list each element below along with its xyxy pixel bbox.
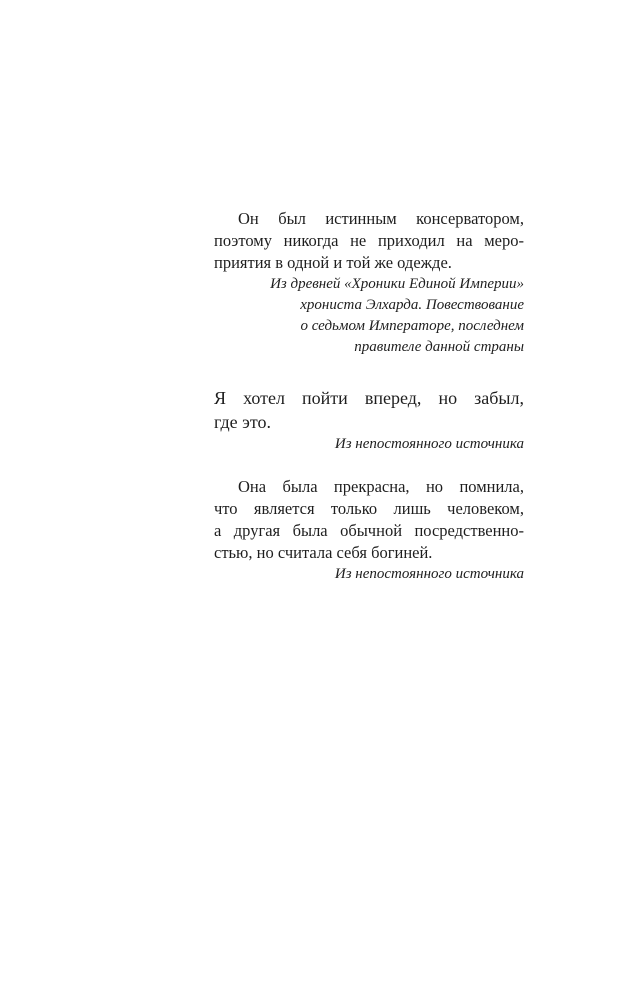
epigraph-3-line-1: Она была прекрасна, но помнила,: [238, 477, 524, 496]
epigraph-1-text: [214, 208, 524, 274]
epigraph-1-line-1: Он был истинным консерватором,: [238, 209, 524, 228]
epigraph-2-line-2: где это.: [214, 412, 271, 432]
epigraph-2-text: [214, 386, 524, 434]
epigraph-1-source-line-3: о седьмом Императоре, последнем: [300, 318, 524, 334]
epigraph-1-source-line-1: Из древней «Хроники Единой Империи»: [270, 276, 524, 292]
epigraph-3-source: [214, 564, 524, 585]
epigraph-3-line-4: стью, но считала себя богиней.: [214, 543, 433, 562]
epigraph-1-source-line-4: правителе данной страны: [354, 339, 524, 355]
epigraph-3: [214, 476, 524, 585]
epigraph-3-source-line-1: Из непостоянного источника: [334, 566, 524, 582]
epigraph-3-line-2: что является только лишь человеком,: [214, 499, 524, 518]
epigraph-2-source: [214, 434, 524, 455]
epigraph-1-line-3: приятия в одной и той же одежде.: [214, 253, 452, 272]
epigraph-1-source: [214, 274, 524, 358]
epigraph-1-source-line-2: хрониста Элхарда. Повествование: [300, 297, 524, 313]
epigraph-2-line-1: Я хотел пойти вперед, но забыл,: [214, 388, 524, 408]
epigraph-2: [214, 386, 524, 455]
epigraph-1: [214, 208, 524, 358]
epigraph-2-source-line-1: Из непостоянного источника: [334, 436, 524, 452]
epigraph-1-line-2: поэтому никогда не приходил на меро-: [214, 231, 524, 250]
epigraph-3-text: [214, 476, 524, 564]
epigraph-3-line-3: а другая была обычной посредственно-: [214, 521, 524, 540]
